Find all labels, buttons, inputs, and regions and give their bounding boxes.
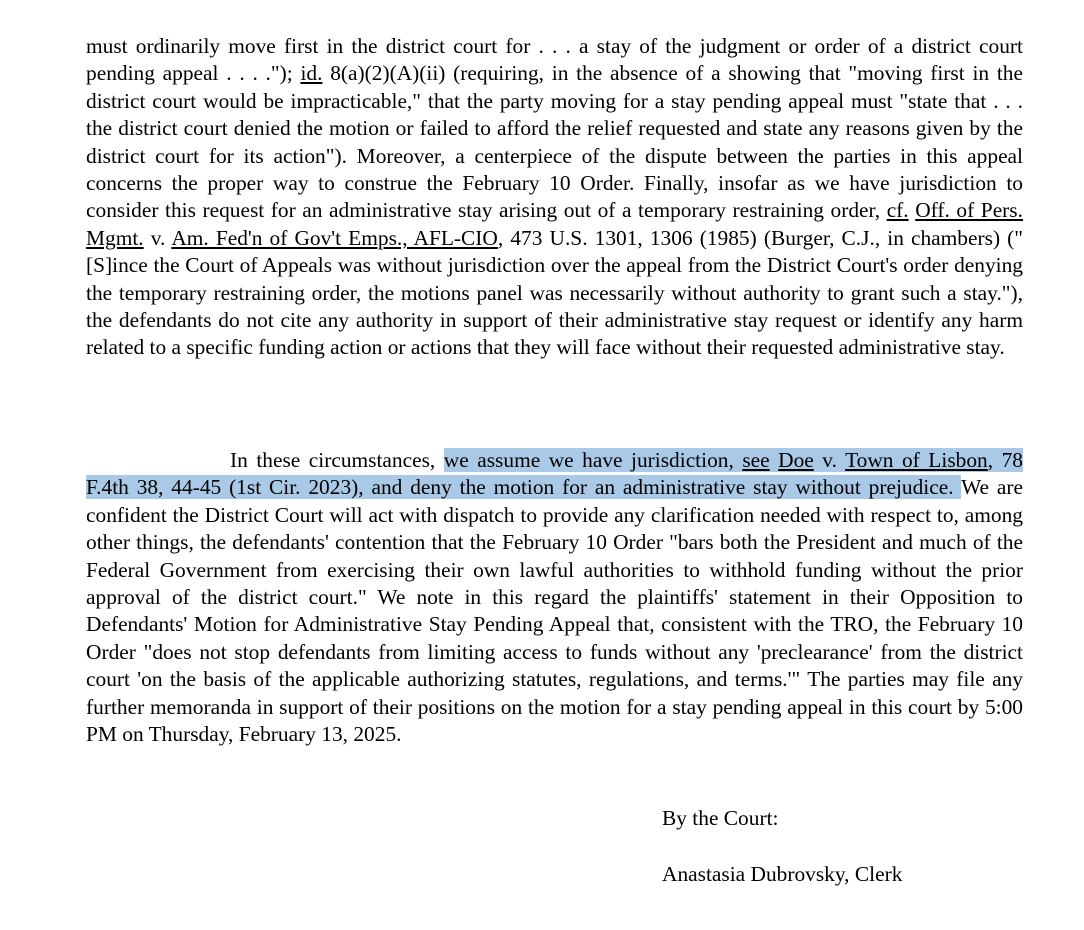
text-segment: must ordinarily move first in the district court for . . . a stay of the judgment or order of a district court pending appeal . . . ."); xyxy=(86,34,1023,86)
text-segment: We are confident the District Court will act with dispatch to provide any clarification needed with respect to, among other things, the defendants' contention that the February 10 Order "bars both the President and much of the Federal Government from exercising their own lawful authorities to withhold funding without the prior approval of the district court." We note in this regard the plaintiffs' statement in their Opposition to Defendants' Motion for Administrative Stay Pending Appeal that, consistent with the TRO, the February 10 Order "does not stop defendants from limiting access to funds without any 'preclearance' from the district court 'on the basis of the applicable authorizing statutes, regulations, and terms.'" The parties may file any further memoranda in support of their positions on the motion for a stay pending appeal in this court by 5:00 PM on Thursday, February 13, 2025. xyxy=(86,475,1023,747)
opinion-paragraph-2 xyxy=(86,447,1023,748)
citation-id: id. xyxy=(300,61,323,86)
case-party-afge: Am. Fed'n of Gov't Emps., AFL-CIO xyxy=(171,225,498,250)
signature-clerk: Anastasia Dubrovsky, Clerk xyxy=(662,862,903,886)
text-segment: , 473 U.S. 1301, 1306 (1985) (Burger, C.J., in chambers) ("[S]ince the Court of Appeals was without jurisdiction over the appeal from the District Court's order denying the temporary restraining order, the motions panel was necessarily without authority to grant such a stay."), the defendants do not cite any authority in support of their administrative stay request or identify any harm related to a specific funding action or actions that they will face without their requested administrative stay. xyxy=(86,225,1024,360)
text-versus: v. xyxy=(143,225,172,250)
text-segment: In these circumstances, xyxy=(230,448,444,472)
text-segment: 8(a)(2)(A)(ii) (requiring, in the absence of a showing that "moving first in the district court would be impracticable," that the party moving for a stay pending appeal must "state that . . . the district court denied the motion or failed to afford the relief requested and state any reasons given by the district court for its action"). Moreover, a centerpiece of the dispute between the parties in this appeal concerns the proper way to construe the February 10 Order. Finally, insofar as we have jurisdiction to consider this request for an administrative stay arising out of a temporary restraining order, xyxy=(86,61,1023,223)
selected-text-b[interactable]: have jurisdiction, xyxy=(573,448,743,472)
selected-text-trailing-space[interactable] xyxy=(954,475,961,499)
case-party-town-of-lisbon[interactable]: Town of Lisbon xyxy=(845,448,988,472)
signature-by-the-court: By the Court: xyxy=(662,806,779,830)
text-space[interactable] xyxy=(770,448,779,472)
selected-text-c[interactable]: , 78 F.4th 38, 44-45 (1st Cir. 2023), and deny the motion for an administrative stay without prejudice. xyxy=(86,448,1023,500)
signal-see[interactable]: see xyxy=(742,448,770,472)
signal-cf: cf. xyxy=(886,198,909,223)
text-versus[interactable]: v. xyxy=(813,448,846,472)
selected-text-a[interactable]: we assume we xyxy=(443,448,574,472)
opinion-paragraph-1 xyxy=(86,33,1023,362)
case-party-opm: Off. of Pers. Mgmt. xyxy=(86,198,1023,250)
case-party-doe[interactable]: Doe xyxy=(778,448,814,472)
